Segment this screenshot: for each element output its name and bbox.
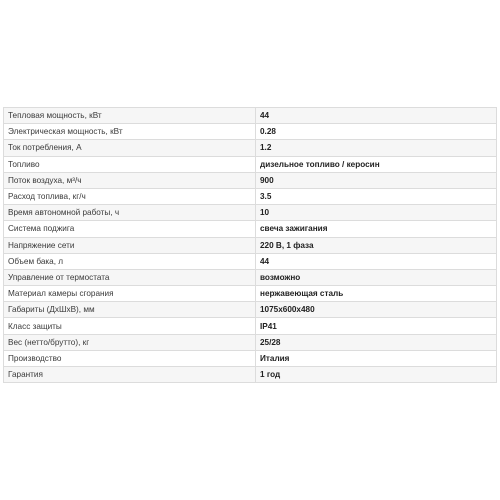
- spec-label: Поток воздуха, м³/ч: [4, 172, 256, 188]
- table-row: [4, 237, 497, 253]
- table-row: [4, 205, 497, 221]
- spec-label: Объем бака, л: [4, 253, 256, 269]
- spec-value: 1075x600x480: [256, 302, 497, 318]
- table-row: [4, 172, 497, 188]
- spec-value: 44: [256, 108, 497, 124]
- specifications-table: [3, 107, 497, 383]
- table-row: [4, 221, 497, 237]
- table-row: [4, 108, 497, 124]
- table-row: [4, 124, 497, 140]
- spec-label: Материал камеры сгорания: [4, 286, 256, 302]
- spec-value: 10: [256, 205, 497, 221]
- table-row: [4, 367, 497, 383]
- spec-label: Класс защиты: [4, 318, 256, 334]
- spec-value: 0.28: [256, 124, 497, 140]
- spec-value: 25/28: [256, 334, 497, 350]
- spec-value: нержавеющая сталь: [256, 286, 497, 302]
- table-row: [4, 253, 497, 269]
- spec-value: 1 год: [256, 367, 497, 383]
- spec-label: Напряжение сети: [4, 237, 256, 253]
- spec-label: Управление от термостата: [4, 269, 256, 285]
- table-row: [4, 156, 497, 172]
- table-row: [4, 286, 497, 302]
- spec-label: Производство: [4, 350, 256, 366]
- spec-label: Гарантия: [4, 367, 256, 383]
- spec-label: Ток потребления, А: [4, 140, 256, 156]
- spec-value: 220 В, 1 фаза: [256, 237, 497, 253]
- table-row: [4, 188, 497, 204]
- spec-label: Время автономной работы, ч: [4, 205, 256, 221]
- spec-value: 1.2: [256, 140, 497, 156]
- table-row: [4, 334, 497, 350]
- table-row: [4, 140, 497, 156]
- spec-value: свеча зажигания: [256, 221, 497, 237]
- spec-value: возможно: [256, 269, 497, 285]
- spec-value: 900: [256, 172, 497, 188]
- spec-value: дизельное топливо / керосин: [256, 156, 497, 172]
- spec-label: Топливо: [4, 156, 256, 172]
- spec-label: Электрическая мощность, кВт: [4, 124, 256, 140]
- table-row: [4, 350, 497, 366]
- spec-value: IP41: [256, 318, 497, 334]
- spec-label: Тепловая мощность, кВт: [4, 108, 256, 124]
- table-row: [4, 302, 497, 318]
- table-row: [4, 318, 497, 334]
- spec-value: Италия: [256, 350, 497, 366]
- table-row: [4, 269, 497, 285]
- spec-label: Система поджига: [4, 221, 256, 237]
- spec-value: 3.5: [256, 188, 497, 204]
- spec-value: 44: [256, 253, 497, 269]
- spec-label: Вес (нетто/брутто), кг: [4, 334, 256, 350]
- spec-label: Габариты (ДхШхВ), мм: [4, 302, 256, 318]
- spec-label: Расход топлива, кг/ч: [4, 188, 256, 204]
